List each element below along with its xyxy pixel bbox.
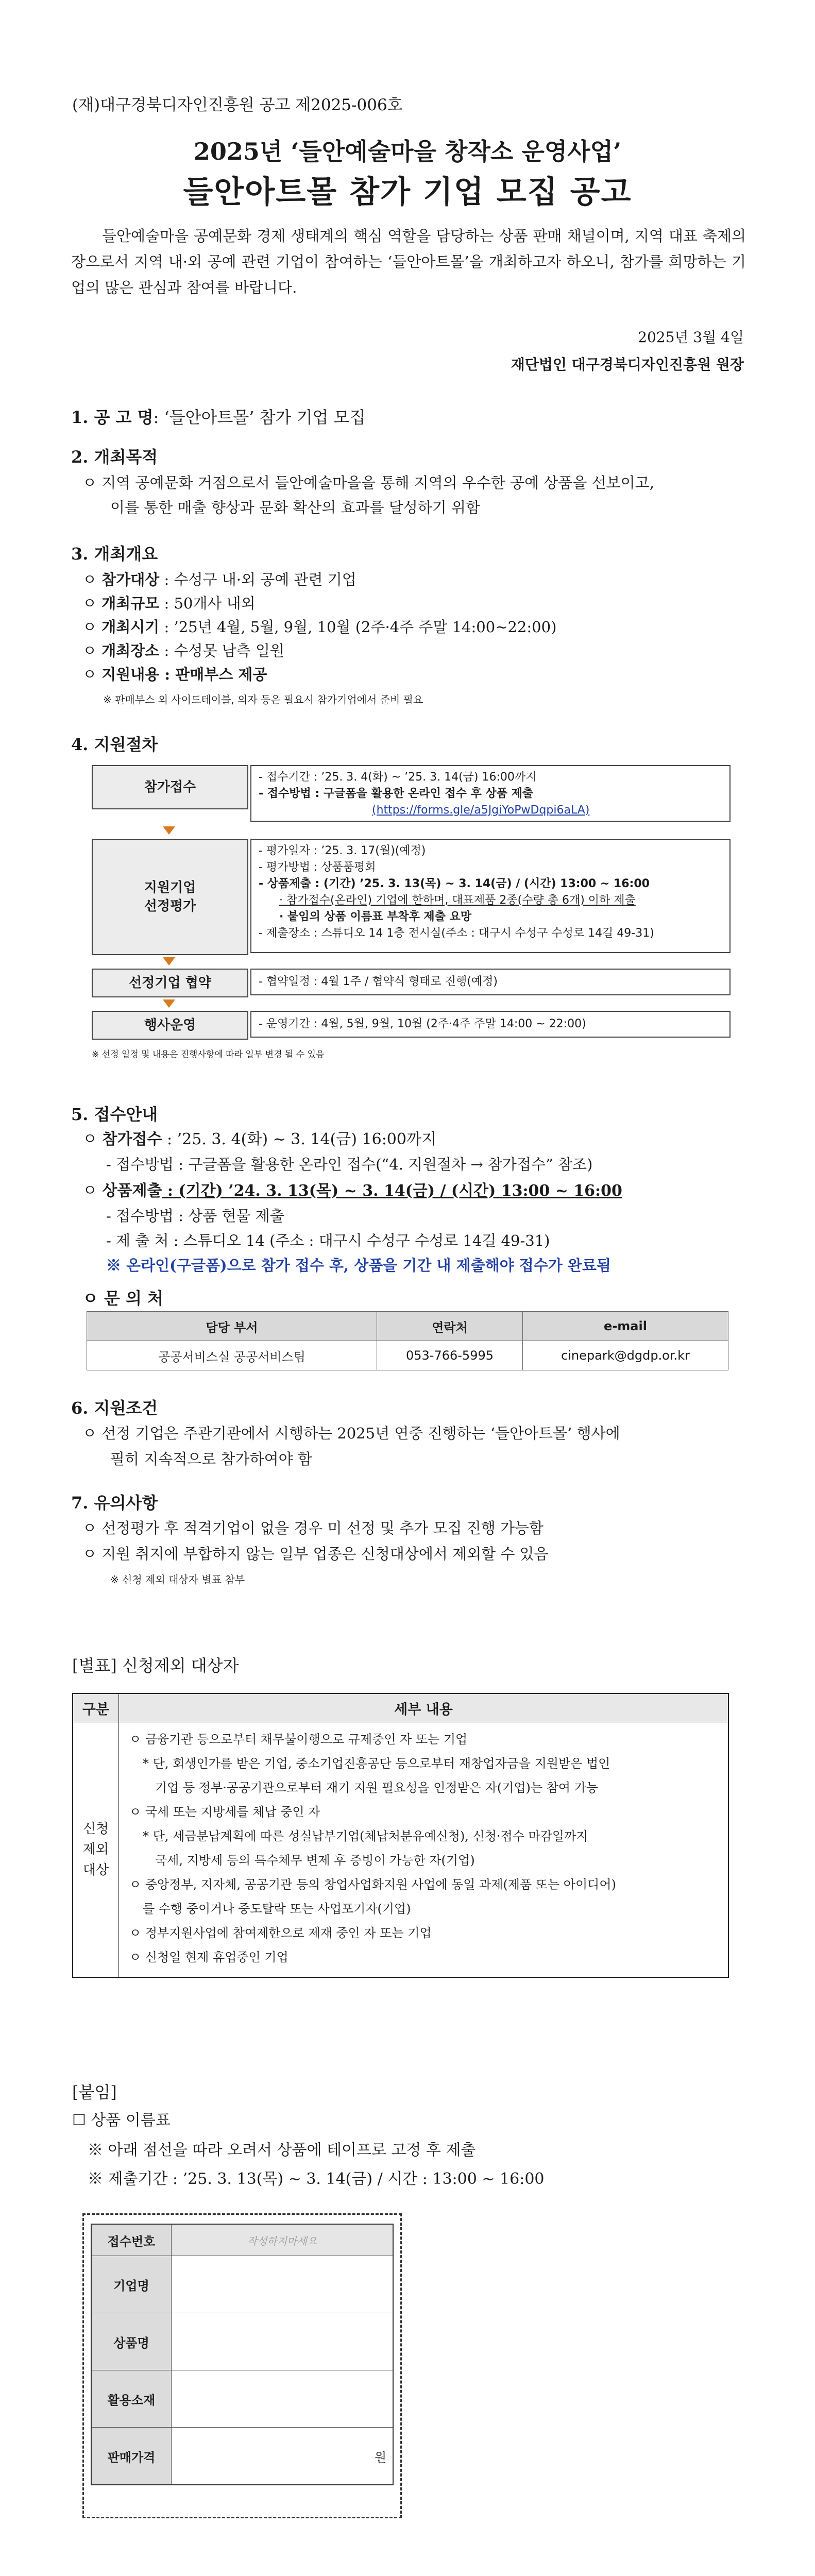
form-label: 접수번호 (91, 2224, 172, 2256)
overview-value: : 수성구 내·외 공예 관련 기업 (159, 571, 356, 588)
exclusion-line: 국세, 지방세 등의 특수체무 변제 후 증빙이 가능한 자(기업) (155, 1853, 475, 1868)
doc-number: (재)대구경북디자인진흥원 공고 제2025-006호 (72, 96, 403, 114)
apply-key: 참가접수 (102, 1130, 162, 1148)
section-6-line-1: ㅇ 선정 기업은 주관기관에서 시행하는 2025년 연중 진행하는 ‘들안아트몰’ 행사에 (82, 1425, 620, 1442)
flow-detail-line: · 붙임의 상품 이름표 부착후 제출 요망 (279, 910, 472, 923)
product-method: - 접수방법 : 상품 현물 제출 (106, 1207, 284, 1225)
exclusion-table (72, 1693, 729, 1978)
flow-detail-apply (250, 765, 731, 822)
flow-detail-evaluation (250, 839, 731, 953)
flow-arrow-down (163, 957, 175, 965)
overview-value: : 판매부스 제공 (159, 666, 267, 683)
table-row (87, 1341, 728, 1370)
overview-key: 개최규모 (101, 595, 160, 612)
section-6-line-2: 필히 지속적으로 참가하여야 함 (110, 1450, 312, 1468)
overview-key: 개최시기 (101, 618, 160, 636)
attachment-title: [붙임] (72, 2082, 117, 2102)
contact-col-phone: 연락처 (377, 1312, 523, 1341)
contact-email[interactable]: cinepark@dgdp.or.kr (523, 1341, 728, 1370)
overview-key: 참가대상 (101, 571, 160, 588)
overview-item: ㅇ 개최장소 : 수성못 남측 일원 (82, 642, 285, 659)
exclusion-line: ㅇ 금융기관 등으로부터 채무불이행으로 규제중인 자 또는 기업 (129, 1732, 468, 1747)
contact-header-row (87, 1312, 728, 1341)
title-line-2: 들안아트몰 참가 기업 모집 공고 (183, 174, 632, 210)
section-7-note: ※ 신청 제외 대상자 별표 참부 (110, 1573, 245, 1586)
apply-period: ㅇ 참가접수 : ’25. 3. 4(화) ~ 3. 14(금) 16:00까지 (82, 1130, 436, 1148)
section-1-heading: 1. 공 고 명 (71, 408, 154, 427)
flow-detail-operation (250, 1011, 731, 1038)
product-value: : (기간) ’24. 3. 13(목) ~ 3. 14(금) / (시간) 13:00 ~ 16:00 (162, 1182, 622, 1200)
product-place: - 제 출 처 : 스튜디오 14 (주소 : 대구시 수성구 수성로 14길 49-31) (106, 1232, 550, 1249)
flow-detail-line: - 접수기간 : ’25. 3. 4(화) ~ ’25. 3. 14(금) 16:00까지 (259, 771, 537, 784)
flow-detail-line: - 협약일정 : 4월 1주 / 협약식 형태로 진행(예정) (259, 975, 498, 988)
form-row (91, 2224, 393, 2256)
section-2-line-2: 이를 통한 매출 향상과 문화 확산의 효과를 달성하기 위함 (110, 499, 481, 516)
flow-arrow-down (163, 826, 175, 835)
flow-arrow-down (163, 999, 175, 1008)
section-5-heading: 5. 접수안내 (71, 1105, 158, 1124)
overview-item: ㅇ 개최규모 : 50개사 내외 (82, 595, 256, 612)
section-4-heading: 4. 지원절차 (71, 735, 158, 754)
section-6-heading: 6. 지원조건 (71, 1398, 158, 1418)
section-2-line-1: ㅇ 지역 공예문화 거점으로서 들안예술마을을 통해 지역의 우수한 공예 상품을 선보이고, (82, 474, 654, 492)
overview-value: : 50개사 내외 (159, 595, 256, 612)
exclusion-line: * 단, 회생인가를 받은 기업, 중소기업진흥공단 등으로부터 재창업자금을 지원받은 법인 (143, 1756, 610, 1771)
contact-col-dept: 담당 부서 (87, 1312, 377, 1341)
exclusion-category: 신청 제외 대상 (73, 1722, 119, 1978)
overview-item: ㅇ 지원내용 : 판매부스 제공 (82, 666, 267, 683)
receipt-number-field: 작성하지마세요 (172, 2224, 394, 2256)
section-1 (71, 404, 365, 428)
product-key: 상품제출 (102, 1182, 162, 1200)
exclusion-col-category: 구분 (73, 1693, 119, 1722)
section-3-heading: 3. 개최개요 (71, 544, 158, 564)
apply-method: - 접수방법 : 구글폼을 활용한 온라인 접수(“4. 지원절차 → 참가접수” 참조) (106, 1156, 593, 1173)
flow-detail-line: - 평가방법 : 상품품평회 (259, 861, 376, 874)
exclusion-col-detail: 세부 내용 (119, 1693, 729, 1722)
form-row (91, 2428, 393, 2485)
form-row (91, 2370, 393, 2428)
price-unit: 원 (374, 2450, 386, 2465)
product-period: ㅇ 상품제출 : (기간) ’24. 3. 13(목) ~ 3. 14(금) / (시간) 13:00 ~ 16:00 (82, 1182, 622, 1200)
product-label-form (91, 2224, 394, 2485)
form-label: 활용소재 (91, 2370, 172, 2428)
overview-key: 개최장소 (101, 642, 160, 659)
attachment-note-1: ※ 아래 점선을 따라 오려서 상품에 테이프로 고정 후 제출 (88, 2141, 476, 2159)
submission-warning: ※ 온라인(구글폼)으로 참가 접수 후, 상품을 기간 내 제출해야 접수가 완료됨 (106, 1257, 611, 1274)
exclusion-line: ㅇ 신청일 현재 휴업중인 기업 (129, 1950, 288, 1964)
overview-value: : 수성못 남측 일원 (159, 642, 285, 659)
exclusion-line: ㅇ 정부지원사업에 참여제한으로 제재 중인 자 또는 기업 (129, 1926, 432, 1940)
appendix-title: [별표] 신청제외 대상자 (72, 1656, 239, 1675)
section-7-line-1: ㅇ 선정평가 후 적격기업이 없을 경우 미 선정 및 추가 모집 진행 가능함 (82, 1519, 544, 1537)
exclusion-line: ㅇ 중앙정부, 지자체, 공공기관 등의 창업사업화지원 사업에 동일 과제(제품 또는 아이디어) (129, 1877, 616, 1892)
exclusion-line: 기업 등 정부·공공기관으로부터 재기 지원 필요성을 인정받은 자(기업)는 참여 가능 (155, 1781, 599, 1795)
flow-detail-agreement (250, 969, 731, 995)
section-4-note: ※ 선정 일정 및 내용은 진행사항에 따라 일부 변경 될 수 있음 (92, 1049, 325, 1060)
overview-value: : ’25년 4월, 5월, 9월, 10월 (2주·4주 주말 14:00~22:00) (159, 618, 557, 636)
flow-detail-line: · 참가접수(온라인) 기업에 한하며, 대표제품 2종(수량 총 6개) 이하 제출 (279, 894, 636, 907)
product-name-field[interactable] (172, 2313, 394, 2370)
issuer: 재단법인 대구경북디자인진흥원 원장 (511, 356, 744, 373)
overview-key: 지원내용 (101, 666, 160, 683)
section-7-line-2: ㅇ 지원 취지에 부합하지 않는 일부 업종은 신청대상에서 제외할 수 있음 (82, 1545, 549, 1563)
overview-item: ㅇ 개최시기 : ’25년 4월, 5월, 9월, 10월 (2주·4주 주말 14:00~22:00) (82, 618, 557, 636)
flow-step-agreement: 선정기업 협약 (92, 969, 248, 997)
flow-step-operation: 행사운영 (92, 1011, 248, 1040)
exclusion-detail (119, 1722, 729, 1978)
flow-detail-line: - 제출장소 : 스튜디오 14 1층 전시실(주소 : 대구시 수성구 수성로 14길 49-31) (259, 927, 654, 940)
form-row (91, 2256, 393, 2313)
form-label: 판매가격 (91, 2428, 172, 2485)
exclusion-line: ㅇ 국세 또는 지방세를 체납 중인 자 (129, 1805, 320, 1819)
contact-dept: 공공서비스실 공공서비스팀 (87, 1341, 377, 1370)
company-name-field[interactable] (172, 2256, 394, 2313)
application-form-link[interactable]: (https://forms.gle/a5JgiYoPwDqpi6aLA) (372, 804, 590, 817)
flow-step-apply: 참가접수 (92, 765, 248, 809)
flow-step-evaluation: 지원기업 선정평가 (92, 839, 248, 955)
attachment-item: ☐ 상품 이름표 (72, 2111, 171, 2129)
exclusion-line: * 단, 세금분납계획에 따른 성실납부기업(체납처분유예신청), 신청·접수 마감일까지 (143, 1829, 588, 1843)
material-field[interactable] (172, 2370, 394, 2428)
contact-phone: 053-766-5995 (377, 1341, 523, 1370)
flow-detail-line: - 접수방법 : 구글폼을 활용한 온라인 접수 후 상품 제출 (259, 787, 534, 800)
flow-detail-line: - 운영기간 : 4월, 5월, 9월, 10월 (2주·4주 주말 14:00 ~ 22:00) (259, 1018, 586, 1030)
title-line-1: 2025년 ‘들안예술마을 창작소 운영사업’ (193, 138, 622, 165)
flow-detail-line: - 상품제출 : (기간) ’25. 3. 13(목) ~ 3. 14(금) / (시간) 13:00 ~ 16:00 (259, 877, 650, 890)
form-label: 상품명 (91, 2313, 172, 2370)
form-label: 기업명 (91, 2256, 172, 2313)
intro-paragraph: 들안예술마을 공예문화 경제 생태계의 핵심 역할을 담당하는 상품 판매 채널이며, 지역 대표 축제의 장으로서 지역 내·외 공예 관련 기업이 참여하는 ‘들안아트몰’을 개최하고자 하오니, 참가를 희망하는 기업의 많은 관심과 참여를 바랍니다. (71, 227, 746, 296)
contact-table (87, 1311, 728, 1370)
section-2-heading: 2. 개최목적 (71, 447, 158, 467)
overview-item: ㅇ 참가대상 : 수성구 내·외 공예 관련 기업 (82, 571, 356, 588)
flow-detail-line: - 평가일자 : ’25. 3. 17(월)(예정) (259, 844, 426, 857)
contact-col-email: e-mail (523, 1312, 728, 1341)
table-row (73, 1722, 728, 1978)
exclusion-header-row (73, 1693, 728, 1722)
price-field[interactable] (172, 2428, 394, 2485)
section-1-value: : ‘들안아트몰’ 참가 기업 모집 (153, 408, 366, 427)
contact-heading: ㅇ 문 의 처 (82, 1289, 164, 1308)
apply-value: : ’25. 3. 4(화) ~ 3. 14(금) 16:00까지 (162, 1130, 436, 1148)
section-7-heading: 7. 유의사항 (71, 1493, 158, 1513)
section-3-note: ※ 판매부스 외 사이드테이블, 의자 등은 필요시 참가기업에서 준비 필요 (103, 693, 423, 706)
form-row (91, 2313, 393, 2370)
notice-date: 2025년 3월 4일 (638, 329, 744, 346)
exclusion-line: 를 수행 중이거나 중도탈락 또는 사업포기자(기업) (143, 1902, 411, 1916)
attachment-note-2: ※ 제출기간 : ’25. 3. 13(목) ~ 3. 14(금) / 시간 : 13:00 ~ 16:00 (88, 2170, 545, 2188)
